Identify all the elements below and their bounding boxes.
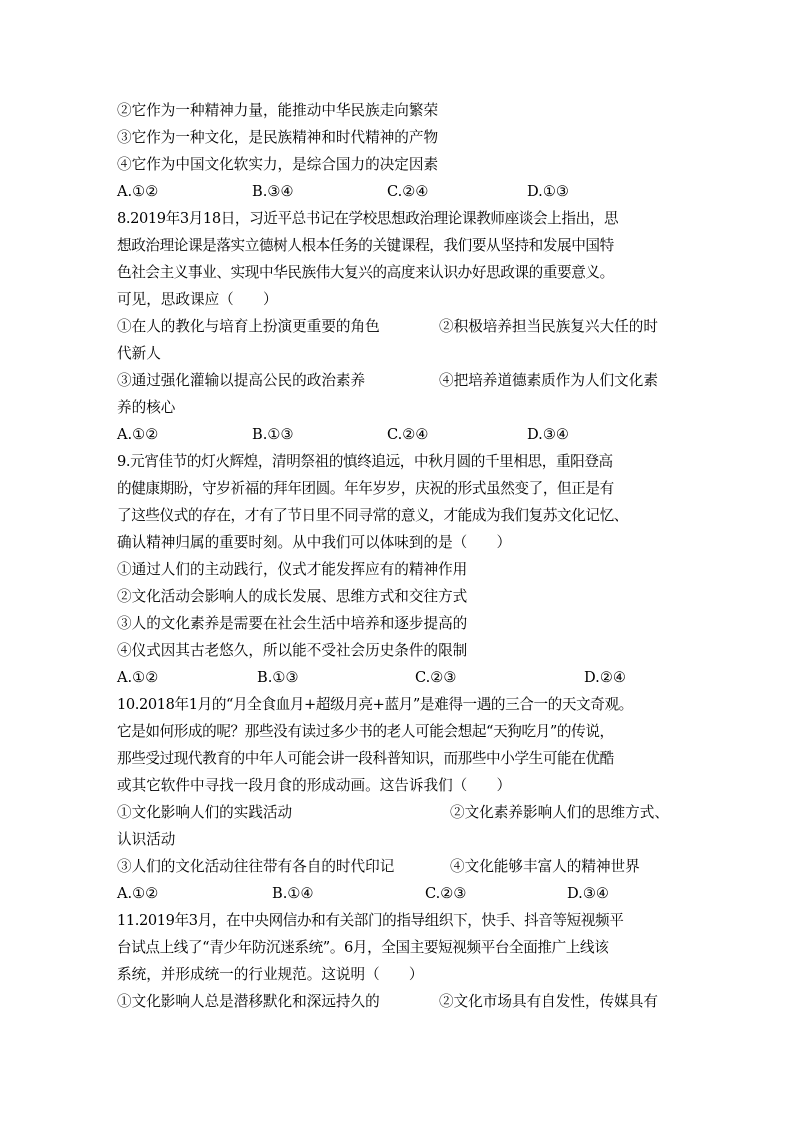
q9-stem-line: 的健康期盼，守岁祈福的拜年团圆。年年岁岁，庆祝的形式虽然变了，但正是有: [117, 480, 614, 497]
q8-item-4: ④把培养道德素质作为人们文化素: [439, 372, 658, 389]
q10-item-1: ①文化影响人们的实践活动: [117, 804, 293, 821]
q8-option-a: A.①②: [117, 426, 159, 443]
q10-option-b: B.①④: [272, 885, 314, 902]
q9-option-a: A.①②: [117, 669, 159, 686]
q10-stem-line: 那些受过现代教育的中年人可能会讲一段科普知识，而那些中小学生可能在优酷: [117, 750, 614, 767]
q9-item-3: ③人的文化素养是需要在社会生活中培养和逐步提高的: [117, 615, 468, 632]
q10-stem-line: 10.2018年1月的“月全食血月+超级月亮+蓝月”是难得一遇的三合一的天文奇观。: [117, 696, 633, 713]
q10-stem-line: 它是如何形成的呢？那些没有读过多少书的老人可能会想起“天狗吃月”的传说，: [117, 723, 614, 740]
q8-items-row-1: [117, 313, 687, 340]
q10-stem-line: 或其它软件中寻找一段月食的形成动画。这告诉我们（ ）: [117, 777, 512, 794]
q8-item-2: ②积极培养担当民族复兴大任的时: [439, 318, 658, 335]
q10-items-row-1: [117, 799, 687, 826]
q7-item-4: ④它作为中国文化软实力，是综合国力的决定因素: [117, 156, 439, 173]
q7-option-a: A.①②: [117, 183, 159, 200]
q10-options: [117, 880, 687, 907]
q10-item-2-cont: 认识活动: [117, 831, 176, 848]
q7-option-d: D.①③: [527, 183, 569, 200]
q11-items-row-1: [117, 988, 687, 1015]
q7-option-b: B.③④: [252, 183, 294, 200]
q9-option-d: D.②④: [584, 669, 626, 686]
q10-item-2: ②文化素养影响人们的思维方式、: [450, 804, 669, 821]
page-content: [117, 97, 687, 1015]
q11-stem-line: 台试点上线了“青少年防沉迷系统”。6月，全国主要短视频平台全面推广上线该: [117, 939, 609, 956]
q8-item-1: ①在人的教化与培育上扮演更重要的角色: [117, 318, 380, 335]
q8-stem-line: 色社会主义事业、实现中华民族伟大复兴的高度来认识办好思政课的重要意义。: [117, 264, 614, 281]
q10-items-row-2: [117, 853, 687, 880]
q9-item-1: ①通过人们的主动践行，仪式才能发挥应有的精神作用: [117, 561, 468, 578]
q11-item-1: ①文化影响人总是潜移默化和深远持久的: [117, 993, 380, 1010]
q9-stem-line: 确认精神归属的重要时刻。从中我们可以体味到的是（ ）: [117, 534, 512, 551]
q9-option-c: C.②③: [415, 669, 457, 686]
q10-option-c: C.②③: [425, 885, 467, 902]
q7-option-c: C.②④: [387, 183, 429, 200]
q9-stem-line: 9.元宵佳节的灯火辉煌，清明祭祖的慎终追远，中秋月圆的千里相思，重阳登高: [117, 453, 613, 470]
q8-items-row-2: [117, 367, 687, 394]
q8-options: [117, 421, 687, 448]
q9-item-4: ④仪式因其古老悠久，所以能不受社会历史条件的限制: [117, 642, 468, 659]
q8-option-d: D.③④: [527, 426, 569, 443]
q7-options: [117, 178, 687, 205]
q10-item-4: ④文化能够丰富人的精神世界: [450, 858, 640, 875]
q10-option-d: D.③④: [567, 885, 609, 902]
q8-stem-line: 可见，思政课应（ ）: [117, 291, 278, 308]
q10-item-3: ③人们的文化活动往往带有各自的时代印记: [117, 858, 395, 875]
q11-stem-line: 系统，并形成统一的行业规范。这说明（ ）: [117, 966, 424, 983]
q8-stem-line: 8.2019年3月18日，习近平总书记在学校思想政治理论课教师座谈会上指出，思: [117, 210, 619, 227]
q8-item-3: ③通过强化灌输以提高公民的政治素养: [117, 372, 366, 389]
q9-item-2: ②文化活动会影响人的成长发展、思维方式和交往方式: [117, 588, 468, 605]
q9-options: [117, 664, 687, 691]
q7-item-2: ②它作为一种精神力量，能推动中华民族走向繁荣: [117, 102, 439, 119]
q8-stem-line: 想政治理论课是落实立德树人根本任务的关键课程，我们要从坚持和发展中国特: [117, 237, 614, 254]
q8-option-c: C.②④: [387, 426, 429, 443]
q9-option-b: B.①③: [257, 669, 299, 686]
q8-option-b: B.①③: [252, 426, 294, 443]
q11-stem-line: 11.2019年3月，在中央网信办和有关部门的指导组织下，快手、抖音等短视频平: [117, 912, 624, 929]
q11-item-2: ②文化市场具有自发性，传媒具有: [439, 993, 658, 1010]
q7-item-3: ③它作为一种文化，是民族精神和时代精神的产物: [117, 129, 439, 146]
q10-option-a: A.①②: [117, 885, 159, 902]
q8-item-4-cont: 养的核心: [117, 399, 176, 416]
q8-item-2-cont: 代新人: [117, 345, 161, 362]
q9-stem-line: 了这些仪式的存在，才有了节日里不同寻常的意义，才能成为我们复苏文化记忆、: [117, 507, 628, 524]
